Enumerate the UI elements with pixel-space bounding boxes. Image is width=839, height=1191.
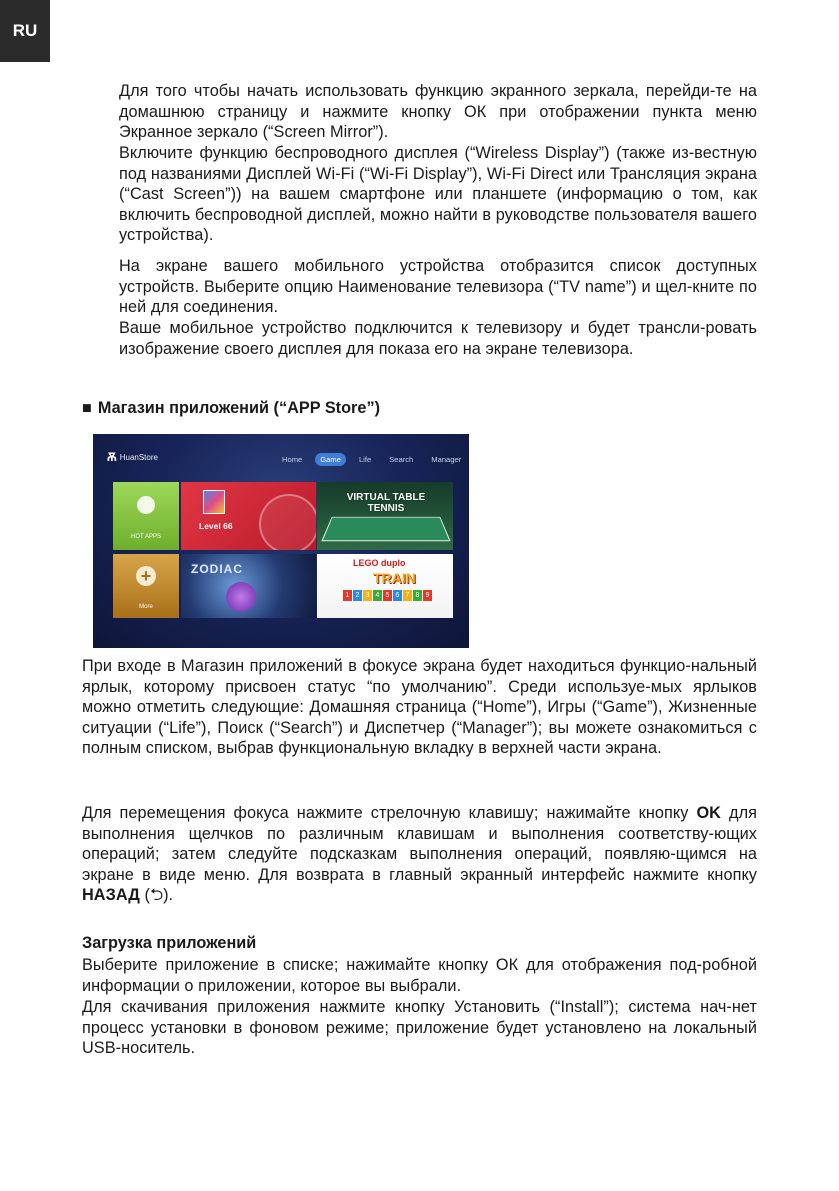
block-7: 7	[403, 590, 412, 601]
download-paragraph-2: Для скачивания приложения нажмите кнопку Установить (“Install”); система нач-нет процесс установки в фоновом режиме; приложение будет установлено на локальный USB-носитель.	[82, 998, 757, 1058]
huanstore-logo	[107, 450, 158, 464]
logo-text: HuanStore	[119, 452, 158, 462]
lego-brand: LEGO duplo	[353, 558, 406, 568]
download-paragraph-1: Выберите приложение в списке; нажимайте кнопку ОК для отображения под-робной информации о приложении, которое вы выбрали.	[82, 956, 757, 995]
block-6: 6	[393, 590, 402, 601]
hot-apps-tile	[113, 482, 179, 550]
intro-paragraph-4: Ваше мобильное устройство подключится к телевизору и будет трансли-ровать изображение своего дисплея для показа его на экране телевизора.	[119, 319, 757, 358]
lego-train-tile	[317, 554, 453, 618]
block-4: 4	[373, 590, 382, 601]
tennis-table-graphic	[321, 517, 450, 541]
nav-text-a: Для перемещения фокуса нажмите стрелочную клавишу; нажимайте кнопку	[82, 804, 697, 822]
zodiac-title: ZODIAC	[191, 562, 243, 576]
nav-game: Game	[315, 453, 346, 466]
tennis-title: VIRTUAL TABLE TENNIS	[346, 492, 426, 514]
logo-mark-icon: Ѫ	[107, 450, 117, 464]
language-tab: RU	[0, 0, 50, 62]
hot-apps-label: HOT APPS	[131, 534, 161, 540]
clock-graphic	[259, 494, 316, 550]
block-5: 5	[383, 590, 392, 601]
more-label: More	[139, 604, 153, 610]
zodiac-tile	[181, 554, 316, 618]
nav-text-b: для выполнения щелчков по различным клавишам и выполнения соответству-ющих операций; затем следуйте подсказкам выполнения операций, появляю-щимся на экране в виде меню. Для возврата в главный экранный интерфейс нажмите кнопку	[82, 804, 757, 884]
intro-paragraph-2: Включите функцию беспроводного дисплея (“Wireless Display”) (также из-вестную под названиями Дисплей Wi-Fi (“Wi-Fi Display”), Wi-Fi Direct или Трансляция экрана (“Cast Screen”)) на вашем смартфоне или планшете (информацию о том, как включить беспроводной дисплей, можно найти в руководстве пользователя вашего устройства).	[119, 144, 757, 245]
store-nav	[277, 453, 466, 466]
intro-paragraph-1: Для того чтобы начать использовать функцию экранного зеркала, перейди-те на домашнюю страницу и нажмите кнопку ОК при отображении пункта меню Экранное зеркало (“Screen Mirror”).	[119, 82, 757, 142]
level-label: Level 66	[199, 521, 233, 531]
zodiac-orb-graphic	[226, 582, 256, 612]
intro-paragraph-3: На экране вашего мобильного устройства отобразится список доступных устройств. Выберите опцию Наименование телевизора (“TV name”) и щел-кните по ней для соединения.	[119, 257, 757, 317]
plus-icon: +	[136, 566, 156, 586]
game-cube-icon	[203, 490, 225, 514]
download-heading: Загрузка приложений	[82, 934, 257, 952]
nav-text-c: (⮌).	[139, 886, 174, 905]
train-number-blocks	[343, 590, 432, 601]
nav-search: Search	[389, 455, 414, 464]
nav-manager: Manager	[431, 455, 462, 464]
app-store-screenshot	[93, 434, 469, 648]
block-2: 2	[353, 590, 362, 601]
bullet-icon: ■	[82, 399, 92, 417]
nav-life: Life	[358, 455, 372, 464]
train-title: TRAIN	[373, 570, 416, 586]
more-tile	[113, 554, 179, 618]
section-heading	[82, 399, 380, 418]
block-1: 1	[343, 590, 352, 601]
level-66-tile	[181, 482, 316, 550]
block-3: 3	[363, 590, 372, 601]
back-key: НАЗАД	[82, 886, 140, 905]
nav-home: Home	[282, 455, 303, 464]
store-paragraph: При входе в Магазин приложений в фокусе экрана будет находиться функцио-нальный ярлык, которому присвоен статус “по умолчанию”. Среди используе-мых ярлыков можно отметить следующие: Домашняя страница (“Home”), Игры (“Game”), Жизненные ситуации (“Life”), Поиск (“Search”) и Диспетчер (“Manager”); вы можете ознакомиться с полным списком, выбрав функциональную вкладку в верхней части экрана.	[82, 657, 757, 758]
table-tennis-tile	[317, 482, 453, 550]
section-heading-text: Магазин приложений (“APP Store”)	[97, 399, 381, 417]
block-8: 8	[413, 590, 422, 601]
heart-icon	[137, 496, 155, 514]
navigation-paragraph	[82, 803, 757, 906]
block-9: 9	[423, 590, 432, 601]
ok-key: OK	[696, 804, 721, 822]
